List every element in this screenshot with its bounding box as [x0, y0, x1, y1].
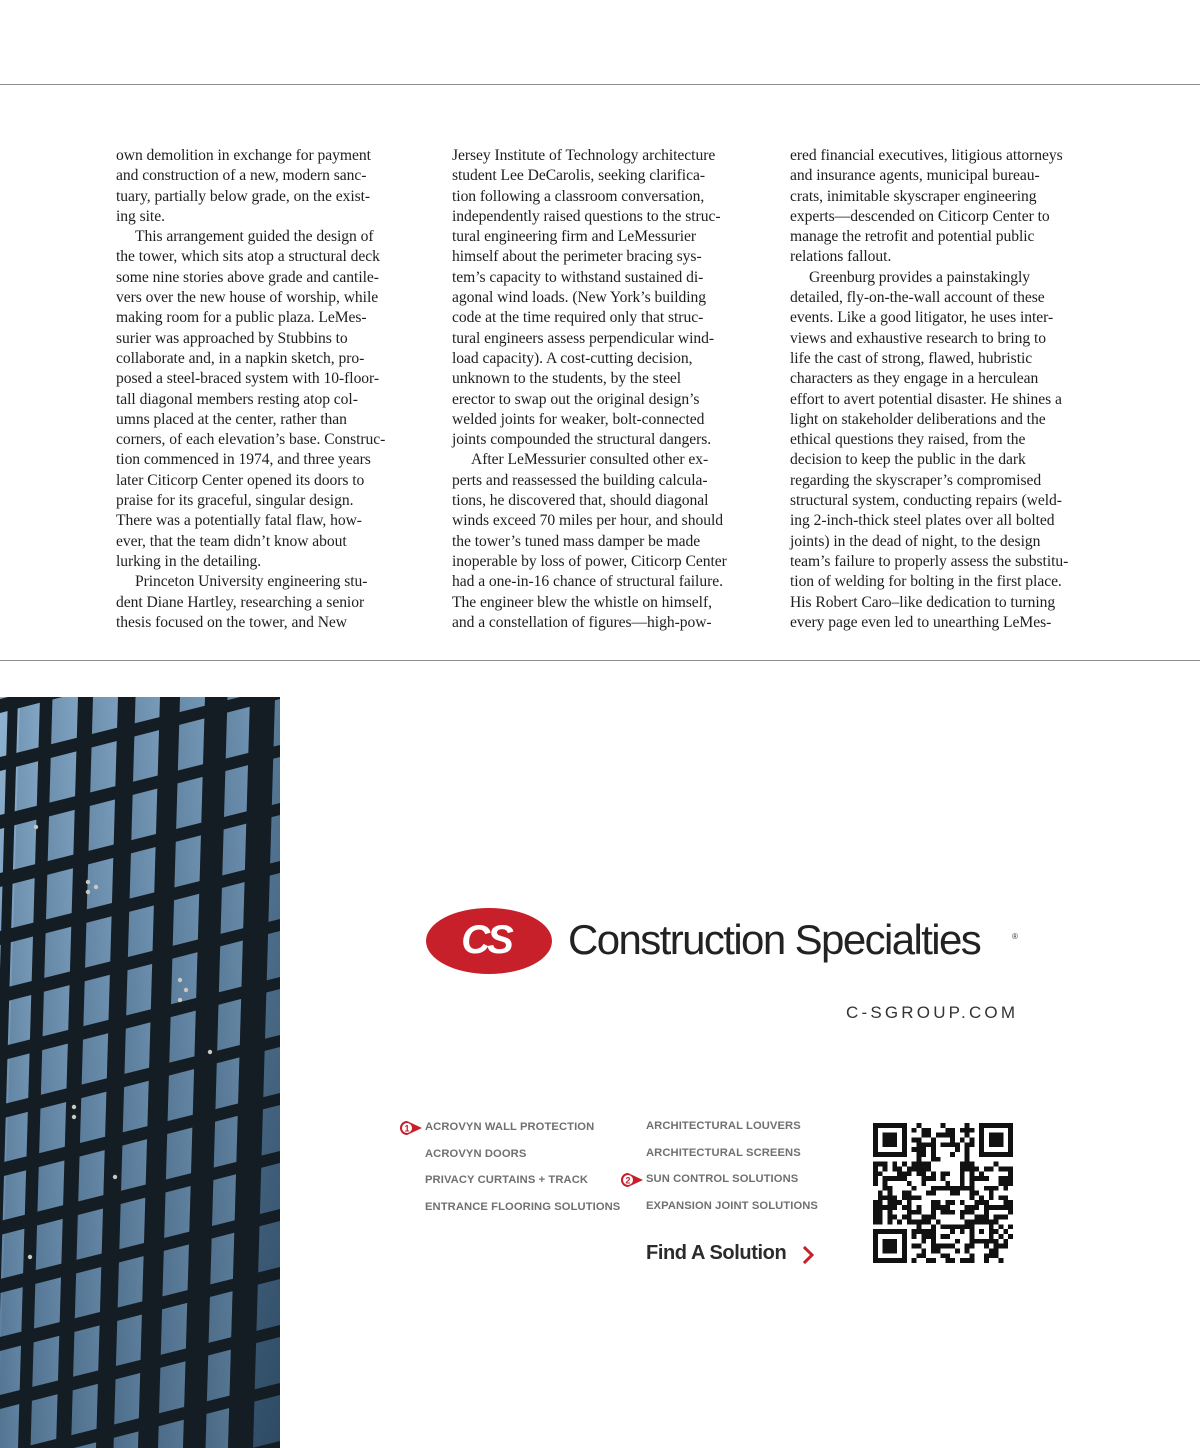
article-line: some nine stories above grade and cantile-: [116, 268, 379, 286]
product-list-right: [625, 1120, 818, 1226]
article-line: tural engineers assess perpendicular wind-: [452, 329, 715, 347]
cs-logo-icon: [425, 907, 553, 975]
article-column-1: [116, 146, 416, 633]
product-label: ARCHITECTURAL SCREENS: [646, 1146, 801, 1159]
article-line: the tower, which sits atop a structural deck: [116, 248, 380, 266]
article-line: tion of welding for bolting in the first place.: [790, 573, 1062, 591]
website-link[interactable]: C-SGROUP.COM: [846, 1003, 1019, 1022]
article-line: himself about the perimeter bracing sys-: [452, 248, 702, 266]
article-line: student Lee DeCarolis, seeking clarifica-: [452, 167, 705, 185]
article-line: regarding the skyscraper’s compromised: [790, 471, 1042, 489]
article-line: collaborate and, in a napkin sketch, pro-: [116, 349, 365, 367]
article-line: later Citicorp Center opened its doors to: [116, 471, 365, 489]
product-item[interactable]: [646, 1120, 818, 1147]
product-label: EXPANSION JOINT SOLUTIONS: [646, 1199, 818, 1212]
svg-text:CS: CS: [461, 918, 511, 962]
chevron-right-icon[interactable]: [803, 1246, 815, 1264]
article-line: Greenburg provides a painstakingly: [809, 268, 1031, 286]
article-line: life the cast of strong, flawed, hubristic: [790, 349, 1033, 367]
article-line: and a constellation of figures—high-pow-: [452, 613, 712, 631]
article-line: tural engineering firm and LeMessurier: [452, 228, 697, 246]
article-line: inoperable by loss of power, Citicorp Center: [452, 552, 727, 570]
product-item[interactable]: [646, 1147, 818, 1174]
article-line: load capacity). A cost-cutting decision,: [452, 349, 693, 367]
article-line: Jersey Institute of Technology architecture: [452, 147, 716, 164]
qr-code-icon[interactable]: [873, 1123, 1013, 1263]
article-line: independently raised questions to the struc-: [452, 207, 721, 225]
numbered-badge-icon: [400, 1121, 422, 1135]
article-line: effort to avert potential disaster. He shines a: [790, 390, 1062, 408]
article-line: had a one-in-16 chance of structural failure.: [452, 573, 723, 591]
article-line: ever, that the team didn’t know about: [116, 532, 347, 550]
article-line: and insurance agents, municipal bureau-: [790, 167, 1040, 185]
article-line: crats, inimitable skyscraper engineering: [790, 187, 1037, 205]
article-line: posed a steel-braced system with 10-floor-: [116, 370, 380, 388]
article-line: perts and reassessed the building calcula-: [452, 471, 708, 489]
product-item[interactable]: [425, 1201, 620, 1228]
article-line: His Robert Caro–like dedication to turning: [790, 593, 1056, 611]
article-line: winds exceed 70 miles per hour, and should: [452, 512, 723, 530]
product-item[interactable]: [404, 1121, 620, 1148]
article-line: tuary, partially below grade, on the exist-: [116, 187, 371, 205]
building-facade-photo: [0, 697, 280, 1448]
article-line: erector to swap out the original design’s: [452, 390, 700, 408]
article-line: characters as they engage in a herculean: [790, 370, 1039, 388]
product-item[interactable]: [625, 1173, 818, 1200]
article-line: decision to keep the public in the dark: [790, 451, 1026, 469]
product-item[interactable]: [646, 1200, 818, 1227]
article-column-2: [452, 146, 752, 633]
article-line: vers over the new house of worship, while: [116, 289, 379, 307]
registered-mark: ®: [1012, 932, 1018, 941]
brand-name: Construction Specialties: [568, 916, 981, 963]
article-line: praise for its graceful, singular design.: [116, 492, 354, 510]
article-line: This arrangement guided the design of: [135, 228, 374, 246]
numbered-badge-icon: [621, 1173, 643, 1187]
article-line: welded joints for weaker, bolt-connected: [452, 410, 705, 428]
article-line: structural system, conducting repairs (weld-: [790, 492, 1062, 510]
top-rule: [0, 84, 1200, 85]
article-line: joints compounded the structural dangers.: [452, 431, 712, 449]
article-line: detailed, fly-on-the-wall account of these: [790, 289, 1045, 307]
product-label: PRIVACY CURTAINS + TRACK: [425, 1174, 589, 1186]
article-line: dent Diane Hartley, researching a senior: [116, 593, 365, 611]
article-line: Princeton University engineering stu-: [135, 573, 368, 591]
section-divider: [0, 660, 1200, 661]
article-line: After LeMessurier consulted other ex-: [471, 451, 709, 469]
article-line: every page even led to unearthing LeMes-: [790, 613, 1052, 631]
article-line: There was a potentially fatal flaw, how-: [116, 512, 362, 530]
article-line: ing site.: [116, 207, 165, 225]
product-list-left: [404, 1121, 621, 1227]
product-label: ENTRANCE FLOORING SOLUTIONS: [425, 1200, 621, 1213]
product-item[interactable]: [425, 1148, 620, 1175]
article-line: joints) in the dead of night, to the design: [790, 532, 1041, 550]
product-item[interactable]: [425, 1174, 620, 1201]
article-line: ered financial executives, litigious attorneys: [790, 147, 1063, 164]
article-line: corners, of each elevation’s base. Construc-: [116, 431, 386, 449]
article-line: unknown to the students, by the steel: [452, 370, 681, 388]
article-line: views and exhaustive research to bring to: [790, 329, 1047, 347]
article-column-3: [790, 146, 1090, 633]
article-line: tall diagonal members resting atop col-: [116, 390, 358, 408]
article-line: own demolition in exchange for payment: [116, 147, 371, 164]
article-line: tions, he discovered that, should diagonal: [452, 492, 709, 510]
svg-text:2: 2: [625, 1175, 631, 1186]
article-line: tion commenced in 1974, and three years: [116, 451, 371, 469]
article-line: the tower’s tuned mass damper be made: [452, 532, 701, 550]
article-line: agonal wind loads. (New York’s building: [452, 289, 707, 307]
article-line: manage the retrofit and potential public: [790, 228, 1035, 246]
article-line: tion following a classroom conversation,: [452, 187, 705, 205]
svg-text:1: 1: [404, 1123, 410, 1134]
product-label: SUN CONTROL SOLUTIONS: [646, 1173, 799, 1185]
article-line: thesis focused on the tower, and New: [116, 613, 347, 631]
product-label: ACROVYN DOORS: [425, 1147, 527, 1160]
article-line: code at the time required only that struc-: [452, 309, 704, 327]
article-line: light on stakeholder deliberations and the: [790, 410, 1046, 428]
article-line: lurking in the detailing.: [116, 552, 262, 570]
article-line: ethical questions they raised, from the: [790, 431, 1026, 449]
article-line: making room for a public plaza. LeMes-: [116, 309, 367, 327]
find-solution-link[interactable]: Find A Solution: [646, 1242, 787, 1264]
article-line: team’s failure to properly assess the substitu-: [790, 552, 1069, 570]
article-line: tem’s capacity to withstand sustained di-: [452, 268, 704, 286]
article-line: events. Like a good litigator, he uses inter-: [790, 309, 1054, 327]
product-label: ARCHITECTURAL LOUVERS: [646, 1120, 801, 1132]
article-line: ing 2-inch-thick steel plates over all bolted: [790, 512, 1055, 530]
article-line: relations fallout.: [790, 248, 892, 266]
article-line: The engineer blew the whistle on himself,: [452, 593, 712, 611]
article-line: experts—descended on Citicorp Center to: [790, 207, 1050, 225]
article-line: and construction of a new, modern sanc-: [116, 167, 367, 185]
article-line: umns placed at the center, rather than: [116, 410, 347, 428]
product-label: ACROVYN WALL PROTECTION: [425, 1121, 595, 1133]
article-line: surier was approached by Stubbins to: [116, 329, 348, 347]
